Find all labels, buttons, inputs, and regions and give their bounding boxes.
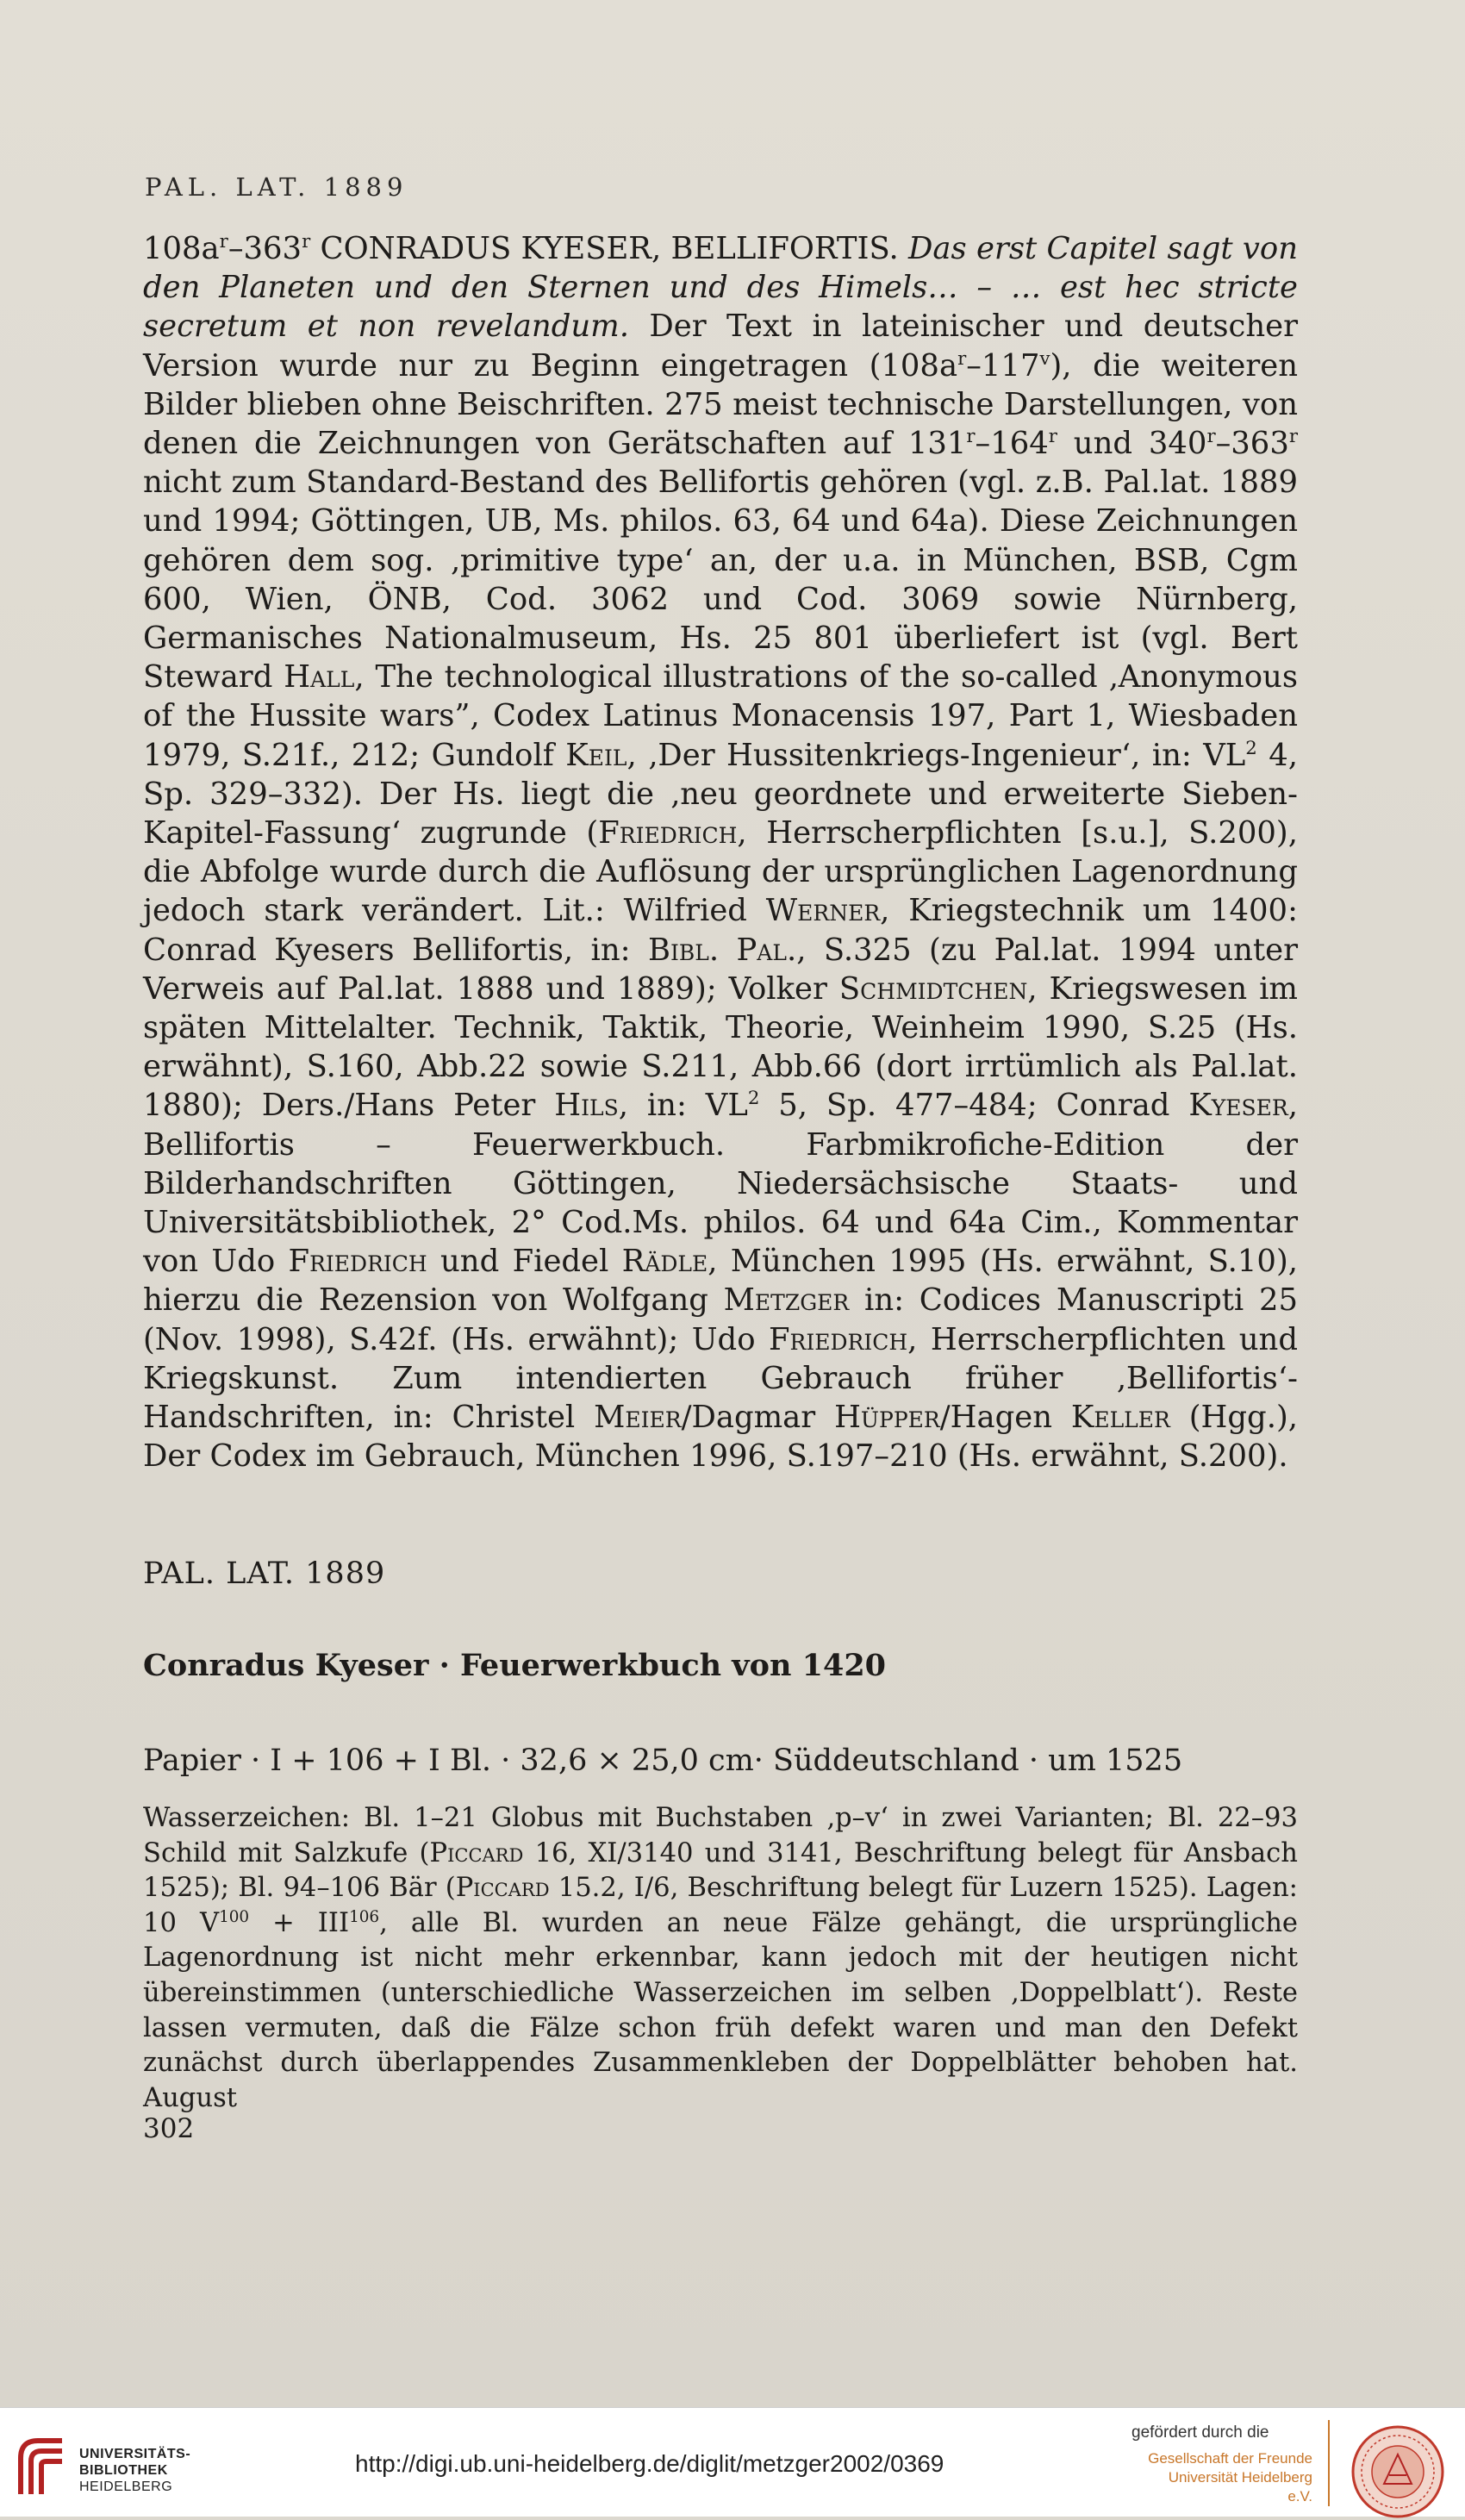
page-number: 302	[143, 2113, 195, 2144]
sponsor-name: Gesellschaft der Freunde Universität Heidelberg e.V.	[1148, 2450, 1312, 2504]
physical-description: Papier · I + 106 + I Bl. · 32,6 × 25,0 cm· Süddeutschland · um 1525	[143, 1743, 1183, 1778]
university-library-wordmark: UNIVERSITÄTS- BIBLIOTHEK HEIDELBERG	[79, 2447, 191, 2494]
running-head: PAL. LAT. 1889	[145, 172, 408, 202]
entry-title: Conradus Kyeser · Feuerwerkbuch von 1420	[143, 1648, 887, 1683]
university-seal-icon	[1350, 2423, 1446, 2520]
university-library-logo-icon	[14, 2432, 69, 2501]
watermark-paragraph: Wasserzeichen: Bl. 1–21 Globus mit Buchstaben ‚p–v‘ in zwei Varianten; Bl. 22–93 Schild mit Salzkufe (Piccard 16, XI/3140 und 3141, Beschriftung belegt für Ansbach 1525); Bl. 94–106 Bär (Piccard 15.2, I/6, Beschriftung belegt für Luzern 1525). Lagen: 10 $V^{100} + III^{106}$, alle Bl. wurden an neue Fälze gehängt, die ursprüngliche Lagenordnung ist nicht mehr erkennbar, kann jedoch mit der heutigen nicht übereinstimmen (unterschiedliche Wasserzeichen im selben ‚Doppelblatt‘). Reste lassen vermuten, daß die Fälze schon früh defekt waren und man den Defekt zunächst durch überlappendes Zusammenkleben der Doppelblätter behoben hat. August	[143, 1803, 1299, 2113]
permalink-url[interactable]: http://digi.ub.uni-heidelberg.de/diglit/metzger2002/0369	[355, 2450, 944, 2477]
shelfmark-heading: PAL. LAT. 1889	[143, 1556, 386, 1591]
sponsor-label: gefördert durch die	[1131, 2423, 1269, 2442]
entry-1889-bellifortis-paragraph: $108a^r-363^r$ CONRADUS KYESER, BELLIFORTIS. Das erst Capitel sagt von den Planeten und den Sternen und des Himels… – … est hec stricte secretum et non revelandum. Der Text in lateinischer und deutscher Version wurde nur zu Beginn eingetragen $(108a^r-117^v)$, die weiteren Bilder blieben ohne Beischriften. 275 meist technische Darstellungen, von denen die Zeichnungen von Gerätschaften auf 131$^r$–164$^r$ und 340$^r$–363$^r$ nicht zum Standard-Bestand des Bellifortis gehören (vgl. z.B. Pal.lat. 1889 und 1994; Göttingen, UB, Ms. philos. 63, 64 und 64a). Diese Zeichnungen gehören dem sog. ‚primitive type‘ an, der u.a. in München, BSB, Cgm 600, Wien, ÖNB, Cod. 3062 und Cod. 3069 sowie Nürnberg, Germanisches Nationalmuseum, Hs. 25 801 überliefert ist (vgl. Bert Steward Hall, The technological illustrations of the so-called ‚Anonymous of the Hussite wars”, Codex Latinus Monacensis 197, Part 1, Wiesbaden 1979, S.21f., 212; Gundolf Keil, ‚Der Hussitenkriegs-Ingenieur‘, in: $VL^2$ 4, Sp. 329–332). Der Hs. liegt die ‚neu geordnete und erweiterte Sieben-Kapitel-Fassung‘ zugrunde (Friedrich, Herrscherpflichten [s.u.], S.200), die Abfolge wurde durch die Auflösung der ursprünglichen Lagenordnung jedoch stark verändert. Lit.: Wilfried Werner, Kriegstechnik um 1400: Conrad Kyesers Bellifortis, in: Bibl. Pal., S.325 (zu Pal.lat. 1994 unter Verweis auf Pal.lat. 1888 und 1889); Volker Schmidtchen, Kriegswesen im späten Mittelalter. Technik, Taktik, Theorie, Weinheim 1990, S.25 (Hs. erwähnt), S.160, Abb.22 sowie S.211, Abb.66 (dort irrtümlich als Pal.lat. 1880); Ders./Hans Peter Hils, in: $VL^2$ 5, Sp. 477–484; Conrad Kyeser, Bellifortis – Feuerwerkbuch. Farbmikrofiche-Edition der Bilderhandschriften Göttingen, Niedersächsische Staats- und Universitätsbibliothek, 2° Cod.Ms. philos. 64 und 64a Cim., Kommentar von Udo Friedrich und Fiedel Rädle, München 1995 (Hs. erwähnt, S.10), hierzu die Rezension von Wolfgang Metzger in: Codices Manuscripti 25 (Nov. 1998), S.42f. (Hs. erwähnt); Udo Friedrich, Herrscherpflichten und Kriegskunst. Zum intendierten Gebrauch früher ‚Bellifortis‘-Handschriften, in: Christel Meier/Dagmar Hüpper/Hagen Keller (Hgg.), Der Codex im Gebrauch, München 1996, S.197–210 (Hs. erwähnt, S.200).	[143, 231, 1299, 1475]
sponsor-divider	[1328, 2420, 1330, 2506]
